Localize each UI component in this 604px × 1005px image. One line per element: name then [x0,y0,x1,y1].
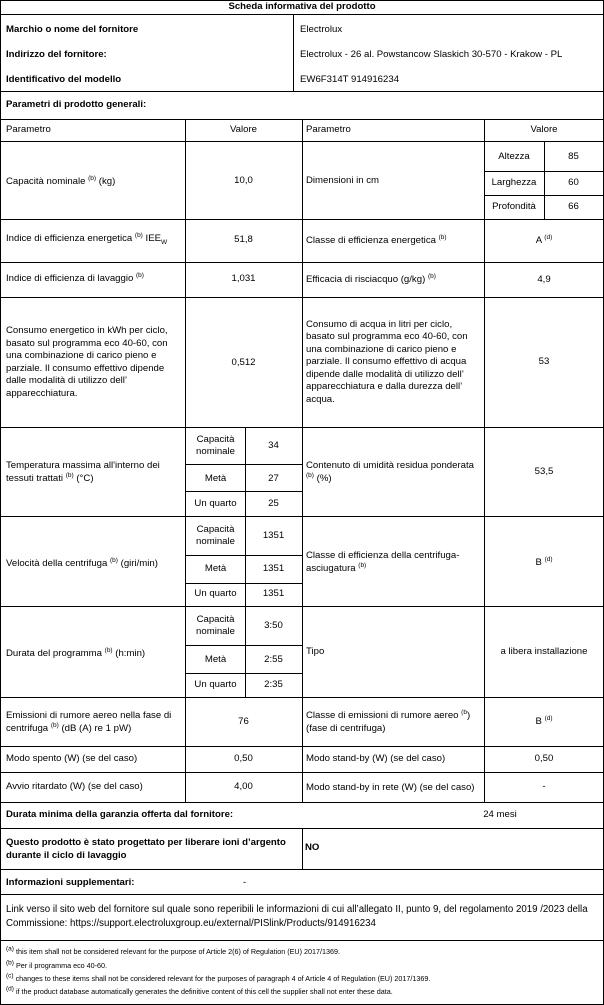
network-standby-value: - [542,781,546,792]
duration-full-value: 3:50 [264,620,283,631]
model-value: EW6F314T 914916234 [300,74,400,85]
energy-class-value: A $^{(d)}$ [535,233,553,246]
warranty-label: Durata minima della garanzia offerta dal fornitore: [6,809,234,820]
moisture-label: Contenuto di umidità residua ponderata $^{(b)}$ (%) [306,460,475,484]
supplier-website-link[interactable]: Link verso il sito web del fornitore sul quale sono reperibili le informazioni di cui all’allegato II, punto 9, del regolamento 2019 /2023 della Commissione: https://support.electroluxgroup.eu/external/PISlink/Products/914916234 [6,904,588,929]
noise-class-label: Classe di emissioni di rumore aereo $^{(b}$) (fase di centrifuga) [306,708,471,734]
noise-value: 76 [238,716,249,727]
value-header-left: Valore [229,124,258,135]
param-header-left: Parametro [6,124,51,135]
spin-class-label: Classe di efficienza della centrifuga-asciugatura $^{(b)}$ [306,549,460,574]
temp-full-value: 34 [268,440,279,451]
address-value: Electrolux - 26 al. Powstancow Slaskich 30-570 - Krakow - PL [300,49,563,60]
energy-index-label: Indice di efficienza energetica $^{(b)}$ $IEE_W$ [6,231,168,246]
footnote-b: $^{(b)}$ Per il programma eco 40-60. [6,959,108,970]
energy-consumption-label: Consumo energetico in kWh per ciclo, basato sul programma eco 40-60, con una combinazione di carico pieno e parziale. Il consumo effettivo dipende dalle modalità di utilizzo dell’ apparecchiatura. [6,325,168,399]
supplier-label: Marchio o nome del fornitore [6,24,139,35]
silver-ions-value: NO [305,842,320,853]
off-mode-value: 0,50 [234,753,253,764]
duration-load-half-label: Metà [204,654,227,665]
energy-class-label: Classe di efficienza energetica $^{(b)}$ [306,233,447,246]
spin-class-value: B $^{(d)}$ [535,555,553,568]
value-header-right: Valore [530,124,558,135]
general-params-heading: Parametri di prodotto generali: [6,99,147,110]
capacity-value: 10,0 [234,175,253,186]
dimensions-label: Dimensioni in cm [306,175,380,186]
page-title: Scheda informativa del prodotto [228,1,376,12]
network-standby-label: Modo stand-by in rete (W) (se del caso) [306,781,475,793]
standby-value: 0,50 [534,753,554,764]
spin-full-value: 1351 [262,530,285,541]
dimension-height-value: 85 [568,151,579,162]
off-mode-label: Modo spento (W) (se del caso) [6,753,138,764]
spin-load-quarter-label: Un quarto [194,588,237,599]
duration-quarter-value: 2:35 [264,679,283,690]
spin-load-half-label: Metà [204,563,227,574]
standby-label: Modo stand-by (W) (se del caso) [306,753,446,764]
temp-load-full-label: Capacità nominale [196,434,235,457]
noise-label: Emissioni di rumore aereo nella fase di centrifuga $^{(b)}$ (dB (A) re 1 pW) [6,710,172,734]
param-header-right: Parametro [306,124,351,135]
water-consumption-label: Consumo di acqua in litri per ciclo, basato sul programma eco 40-60, con una combinazione di carico pieno e parziale. Il consumo effettivo di acqua dipende dalle modalità di utilizzo dell’ apparecchiatura e dalla durezza dell’ acqua. [306,318,468,405]
spin-quarter-value: 1351 [262,588,285,599]
temp-load-quarter-label: Un quarto [194,498,237,509]
wash-index-value: 1,031 [231,273,256,284]
rinse-label: Efficacia di risciacquo (g/kg) $^{(b)}$ [306,272,436,285]
delay-start-label: Avvio ritardato (W) (se del caso) [6,781,143,792]
rinse-value: 4,9 [537,274,551,285]
supplier-value: Electrolux [300,24,343,35]
noise-class-value: B $^{(d)}$ [535,714,553,727]
dimension-depth-value: 66 [568,201,579,212]
spin-half-value: 1351 [262,563,285,574]
temp-load-half-label: Metà [204,473,227,484]
temp-half-value: 27 [268,473,279,484]
footnote-a: $^{(a)}$ this item shall not be considered relevant for the purpose of Article 2(6) of Regulation (EU) 2017/1369. [6,945,340,956]
footnote-c: $^{(c)}$ changes to these items shall not be considered relevant for the purposes of paragraph 4 of Article 4 of Regulation (EU) 2017/1369. [6,972,431,983]
dimension-height-label: Altezza [498,151,530,162]
additional-info-value: - [243,877,247,888]
duration-label: Durata del programma $^{(b)}$ (h:min) [6,646,146,659]
temp-quarter-value: 25 [268,498,279,509]
spin-speed-label: Velocità della centrifuga $^{(b)}$ (giri/min) [6,556,158,569]
silver-ions-label: Questo prodotto è stato progettato per liberare ioni d’argento durante il ciclo di lavaggio [6,837,286,861]
model-label: Identificativo del modello [6,74,122,85]
duration-load-quarter-label: Un quarto [194,679,237,690]
temperature-label: Temperatura massima all'interno dei tessuti trattati $^{(b)}$ (°C) [6,460,160,484]
address-label: Indirizzo del fornitore: [6,49,107,60]
additional-info-label: Informazioni supplementari: [6,877,135,888]
moisture-value: 53,5 [534,466,554,477]
duration-half-value: 2:55 [264,654,283,665]
capacity-label: Capacità nominale $^{(b)}$ (kg) [6,174,116,187]
type-value: a libera installazione [500,646,588,657]
type-label: Tipo [306,646,325,657]
energy-consumption-value: 0,512 [231,357,256,368]
water-consumption-value: 53 [538,356,550,367]
wash-index-label: Indice di efficienza di lavaggio $^{(b)}$ [6,271,144,284]
duration-load-full-label: Capacità nominale [196,614,235,637]
delay-start-value: 4,00 [234,781,253,792]
dimension-depth-label: Profondità [492,201,536,212]
dimension-width-label: Larghezza [491,177,537,188]
energy-index-value: 51,8 [234,234,253,245]
dimension-width-value: 60 [568,177,579,188]
warranty-value: 24 mesi [483,809,517,820]
spin-load-full-label: Capacità nominale [196,524,235,547]
footnote-d: $^{(d)}$ if the product database automatically generates the definitive content of this cell the supplier shall not enter these data. [6,985,393,996]
